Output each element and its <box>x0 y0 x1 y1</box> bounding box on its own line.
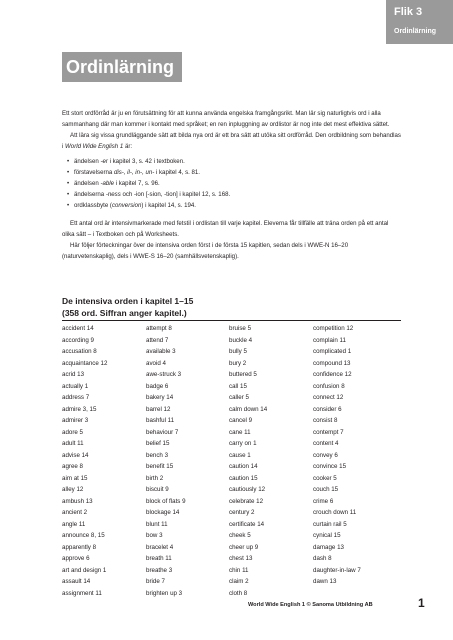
list-item: • förstavelserna dis-, il-, in-, un- i kapitel 4, s. 81. <box>74 167 402 178</box>
intro-paragraph <box>62 130 402 152</box>
word-entry: behaviour 7 <box>146 428 179 436</box>
word-entry: brighten up 3 <box>146 589 183 597</box>
word-entry: dawn 13 <box>313 578 337 585</box>
word-list <box>62 323 402 599</box>
list-item: • ordklassbyte (conversion) i kapitel 14, s. 194. <box>74 200 402 211</box>
word-entry: confusion 8 <box>313 382 345 390</box>
word-entry: bench 3 <box>146 451 169 459</box>
word-entry: agree 8 <box>62 463 83 470</box>
word-entry: attempt 8 <box>146 325 172 332</box>
word-entry: buttered 5 <box>229 371 257 378</box>
word-entry: century 2 <box>229 509 255 516</box>
word-entry: breathe 3 <box>146 566 173 574</box>
word-entry: alley 12 <box>62 486 84 493</box>
word-entry: attend 7 <box>146 336 169 344</box>
word-entry: barrel 12 <box>146 405 171 413</box>
word-entry: cane 11 <box>229 428 251 436</box>
intro-text-part: är: <box>123 143 133 150</box>
list-item: • ändelsen -able i kapitel 7, s. 96. <box>74 178 402 189</box>
word-entry: cynical 15 <box>313 532 341 539</box>
word-entry: certificate 14 <box>229 520 265 528</box>
word-entry: crime 6 <box>313 497 334 505</box>
word-entry: acrid 13 <box>62 371 85 378</box>
section-heading <box>62 295 193 319</box>
word-column <box>146 323 229 599</box>
word-entry: admirer 3 <box>62 417 89 424</box>
word-column <box>229 323 313 599</box>
word-entry: bakery 14 <box>146 394 174 401</box>
word-entry: calm down 14 <box>229 405 268 413</box>
word-entry: chin 11 <box>229 566 249 574</box>
word-entry: cause 1 <box>229 451 251 459</box>
word-entry: cancel 9 <box>229 417 253 424</box>
word-entry: adore 5 <box>62 428 83 436</box>
section-tab <box>386 0 453 44</box>
word-entry: bow 3 <box>146 532 163 539</box>
word-entry: damage 13 <box>313 543 344 551</box>
list-item: • ändelserna -ness och -ion [-sion, -tion] i kapitel 12, s. 168. <box>74 189 402 200</box>
list-item: • ändelsen -er i kapitel 3, s. 42 i textboken. <box>74 156 402 167</box>
word-entry: dash 8 <box>313 555 332 562</box>
word-entry: bully 5 <box>229 348 247 355</box>
word-entry: complicated 1 <box>313 348 352 355</box>
word-entry: cloth 8 <box>229 589 248 597</box>
word-entry: call 15 <box>229 382 247 390</box>
word-entry: caller 5 <box>229 394 249 401</box>
word-entry: cooker 5 <box>313 474 337 482</box>
word-entry: cautiously 12 <box>229 486 266 493</box>
word-entry: curtain rail 5 <box>313 520 347 528</box>
word-entry: accident 14 <box>62 325 94 332</box>
word-entry: caution 14 <box>229 463 258 470</box>
word-entry: celebrate 12 <box>229 497 264 505</box>
word-entry: cheer up 9 <box>229 543 259 551</box>
word-entry: address 7 <box>62 394 90 401</box>
word-entry: belief 15 <box>146 440 170 447</box>
word-entry: content 4 <box>313 440 339 447</box>
word-entry: consist 8 <box>313 417 338 424</box>
section-heading-line: (358 ord. Siffran anger kapitel.) <box>62 308 187 318</box>
word-entry: aim at 15 <box>62 474 88 482</box>
word-entry: announce 8, 15 <box>62 532 105 539</box>
word-entry: approve 6 <box>62 555 90 562</box>
word-entry: accusation 8 <box>62 348 97 355</box>
page-number: 1 <box>418 596 425 610</box>
word-entry: adult 11 <box>62 440 84 447</box>
word-entry: available 3 <box>146 348 176 355</box>
word-entry: bruise 5 <box>229 325 252 332</box>
word-entry: bashful 11 <box>146 417 175 424</box>
word-entry: daughter-in-law 7 <box>313 566 361 574</box>
word-entry: block of flats 9 <box>146 497 186 505</box>
section-heading-line: De intensiva orden i kapitel 1–15 <box>62 296 194 306</box>
intro-paragraph: Ett antal ord är intensivmarkerade med fetstil i ordlistan till varje kapitel. Eleverna får tillfälle att träna orden på ett antal olika sätt – i Textboken och på Worksheets. <box>62 220 389 238</box>
intro-paragraph: Här följer förteckningar över de intensiva orden först i de första 15 kapitlen, sedan dels i WWE-N 16–20 (naturvetenskaplig), dels i WWE-S 16–20 (samhällsvetenskaplig). <box>62 242 349 260</box>
word-entry: bride 7 <box>146 578 165 585</box>
word-entry: art and design 1 <box>62 566 107 574</box>
word-entry: biscuit 9 <box>146 486 169 493</box>
word-column <box>313 323 402 599</box>
tab-title: Flik 3 <box>394 6 423 18</box>
word-entry: couch 15 <box>313 486 339 493</box>
intro-paragraph: Ett stort ordförråd är ju en förutsättning för att kunna använda engelska framgångsrikt. Man lär sig naturligtvis ord i alla sammanhang där man kommer i kontakt med språket; en ren inpluggning av ordlistor är nog inte det mest effektiva sättet. <box>62 110 390 128</box>
word-entry: according 9 <box>62 336 94 344</box>
book-title: World Wide English 1 <box>65 143 124 150</box>
word-entry: bracelet 4 <box>146 543 174 551</box>
word-entry: confidence 12 <box>313 371 352 378</box>
word-entry: benefit 15 <box>146 463 174 470</box>
word-entry: blockage 14 <box>146 509 180 516</box>
word-entry: buckle 4 <box>229 336 253 344</box>
word-entry: apparently 8 <box>62 543 97 551</box>
word-entry: acquaintance 12 <box>62 359 108 367</box>
word-entry: ancient 2 <box>62 509 88 516</box>
word-entry: compound 13 <box>313 359 351 367</box>
word-entry: angle 11 <box>62 520 86 528</box>
word-entry: chest 13 <box>229 555 253 562</box>
intro-text-part: Att lära sig vissa grundläggande sätt att bilda nya ord är ett bra sätt att utöka sitt ordförråd. Den ordbildning som behandlas i <box>62 132 401 150</box>
word-entry: convey 6 <box>313 451 338 459</box>
word-entry: convince 15 <box>313 463 347 470</box>
word-entry: claim 2 <box>229 578 249 585</box>
word-entry: advise 14 <box>62 451 89 459</box>
word-entry: complain 11 <box>313 336 346 344</box>
word-entry: actually 1 <box>62 382 89 390</box>
intro-text <box>62 108 402 262</box>
word-entry: consider 6 <box>313 405 342 413</box>
word-entry: connect 12 <box>313 394 344 401</box>
word-entry: awe-struck 3 <box>146 371 182 378</box>
word-entry: breath 11 <box>146 555 172 562</box>
word-entry: admire 3, 15 <box>62 405 97 413</box>
word-entry: bury 2 <box>229 359 247 367</box>
word-entry: cheek 5 <box>229 532 251 539</box>
word-entry: badge 6 <box>146 382 169 390</box>
word-entry: caution 15 <box>229 474 258 482</box>
word-entry: competition 12 <box>313 325 354 332</box>
word-entry: crouch down 11 <box>313 509 357 516</box>
word-column <box>62 323 146 599</box>
word-entry: blunt 11 <box>146 520 168 528</box>
tab-subtitle: Ordinlärning <box>394 28 436 35</box>
word-formation-list <box>62 156 402 211</box>
word-entry: avoid 4 <box>146 359 166 367</box>
word-entry: assignment 11 <box>62 589 102 597</box>
word-entry: carry on 1 <box>229 440 257 447</box>
word-entry: contempt 7 <box>313 428 344 436</box>
footer-copyright: World Wide English 1 © Sanoma Utbildning AB <box>248 602 373 608</box>
page-title: Ordinlärning <box>62 52 182 82</box>
word-entry: assault 14 <box>62 578 91 585</box>
word-entry: ambush 13 <box>62 497 93 505</box>
word-entry: birth 2 <box>146 474 164 482</box>
divider <box>62 320 401 321</box>
